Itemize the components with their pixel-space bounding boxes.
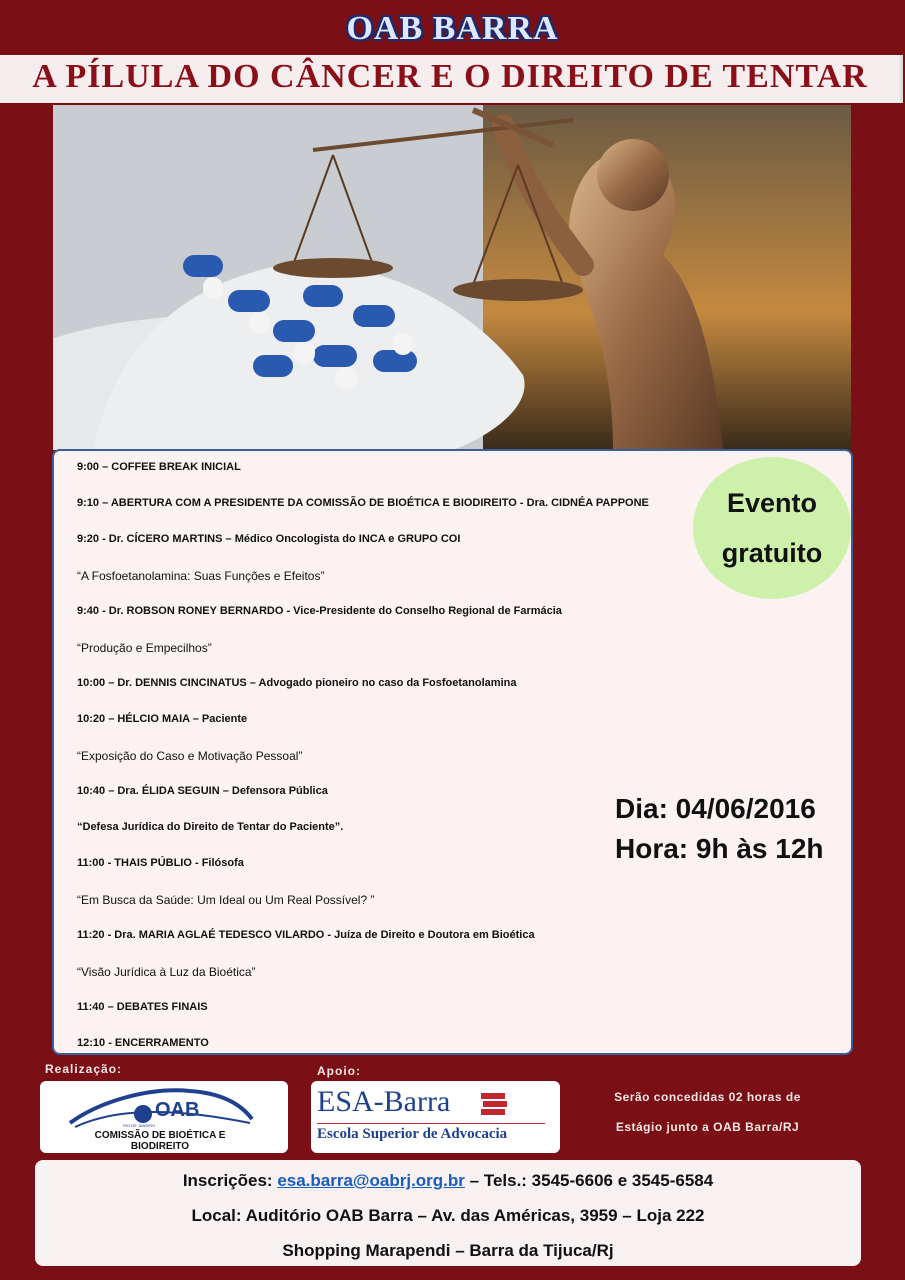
registration-label: Inscrições: bbox=[182, 1171, 273, 1190]
venue-shopping-line: Shopping Marapendi – Barra da Tijuca/Rj bbox=[282, 1241, 614, 1260]
contact-info-box bbox=[35, 1160, 861, 1266]
program-item: “Visão Jurídica à Luz da Bioética” bbox=[77, 965, 256, 979]
hero-image bbox=[53, 105, 851, 450]
event-date: Dia: 04/06/2016 bbox=[615, 793, 816, 824]
esa-barra-logo bbox=[311, 1081, 560, 1153]
org-title: OAB BARRA bbox=[346, 10, 559, 47]
oab-sub-text: RIO DE JANEIRO bbox=[123, 1123, 156, 1128]
books-icon bbox=[479, 1089, 509, 1119]
program-item: 9:00 – COFFEE BREAK INICIAL bbox=[77, 461, 241, 473]
program-item: 10:40 – Dra. ÉLIDA SEGUIN – Defensora Pública bbox=[77, 785, 328, 797]
hours-note-line-2: Estágio junto a OAB Barra/RJ bbox=[615, 1120, 800, 1134]
program-item: “Exposição do Caso e Motivação Pessoal” bbox=[77, 749, 303, 763]
program-item: “Em Busca da Saúde: Um Ideal ou Um Real Possível? ” bbox=[77, 893, 375, 907]
program-item: 10:00 – Dr. DENNIS CINCINATUS – Advogado pioneiro no caso da Fosfoetanolamina bbox=[77, 677, 517, 689]
event-time: Hora: 9h às 12h bbox=[615, 833, 824, 864]
program-item: 11:40 – DEBATES FINAIS bbox=[77, 1001, 208, 1013]
hours-note-line-1: Serão concedidas 02 horas de bbox=[614, 1090, 801, 1104]
program-item: “Produção e Empecilhos” bbox=[77, 641, 212, 655]
registration-email-link[interactable]: esa.barra@oabrj.org.br bbox=[277, 1171, 465, 1190]
registration-line bbox=[35, 1171, 861, 1191]
oab-caption: COMISSÃO DE BIOÉTICA E BIODIREITO bbox=[94, 1130, 226, 1152]
program-item: 10:20 – HÉLCIO MAIA – Paciente bbox=[77, 713, 248, 725]
program-item: 9:20 - Dr. CÍCERO MARTINS – Médico Oncologista do INCA e GRUPO COI bbox=[77, 533, 461, 545]
hero-illustration bbox=[53, 105, 851, 450]
badge-line-2: gratuito bbox=[721, 538, 823, 568]
esa-name: ESA-Barra bbox=[317, 1085, 451, 1118]
esa-divider bbox=[317, 1123, 545, 1124]
program-item: 11:20 - Dra. MARIA AGLAÉ TEDESCO VILARDO - Juíza de Direito e Doutora em Bioética bbox=[77, 929, 535, 941]
program-item: “A Fosfoetanolamina: Suas Funções e Efeitos” bbox=[77, 569, 325, 583]
title-banner bbox=[0, 55, 903, 103]
program-item: 12:10 - ENCERRAMENTO bbox=[77, 1037, 209, 1049]
free-event-badge bbox=[693, 457, 851, 599]
badge-line-1: Evento bbox=[726, 488, 818, 518]
program-item: 11:00 - THAIS PÚBLIO - Filósofa bbox=[77, 857, 244, 869]
apoio-label: Apoio: bbox=[317, 1064, 361, 1078]
venue-line: Local: Auditório OAB Barra – Av. das Américas, 3959 – Loja 222 bbox=[191, 1206, 705, 1225]
program-item: 9:40 - Dr. ROBSON RONEY BERNARDO - Vice-Presidente do Conselho Regional de Farmácia bbox=[77, 605, 562, 617]
esa-caption: Escola Superior de Advocacia bbox=[317, 1126, 508, 1142]
event-title: A PÍLULA DO CÂNCER E O DIREITO DE TENTAR bbox=[32, 58, 868, 95]
program-item: “Defesa Jurídica do Direito de Tentar do Paciente”. bbox=[77, 821, 344, 833]
program-item: 9:10 – ABERTURA COM A PRESIDENTE DA COMISSÃO DE BIOÉTICA E BIODIREITO - Dra. CIDNÉA PAPPONE bbox=[77, 497, 649, 509]
realizacao-label: Realização: bbox=[45, 1062, 123, 1076]
registration-phones: – Tels.: 3545-6606 e 3545-6584 bbox=[469, 1171, 714, 1190]
oab-mark-text: OAB bbox=[155, 1099, 200, 1121]
oab-commission-logo bbox=[40, 1081, 288, 1153]
